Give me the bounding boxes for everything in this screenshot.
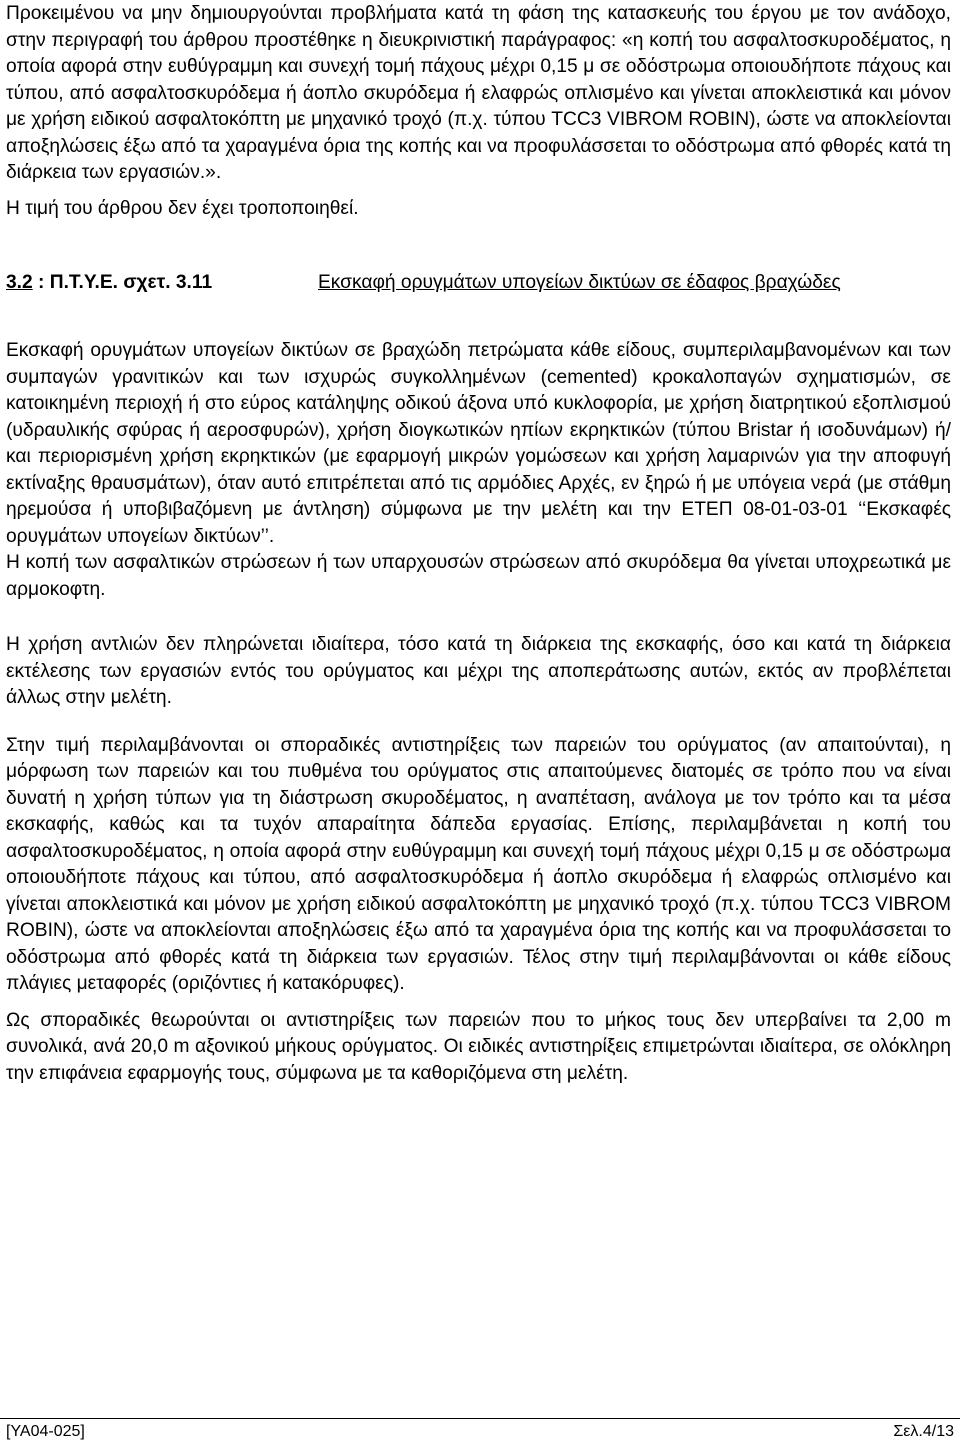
document-page xyxy=(6,0,951,1087)
intro-paragraph: Προκειμένου να μην δημιουργούνται προβλήματα κατά τη φάση της κατασκευής του έργου με τον ανάδοχο, στην περιγραφή του άρθρου προστέθηκε η διευκρινιστική παράγραφος: «η κοπή του ασφαλτοσκυροδέματος, η οποία αφορά στην ευθύγραμμη και συνεχή τομή πάχους μέχρι 0,15 μ σε οδόστρωμα οποιουδήποτε πάχους και τύπου, από ασφαλτοσκυρόδεμα ή άοπλο σκυρόδεμα ή ελαφρώς οπλισμένο και γίνεται αποκλειστικά και μόνον με χρήση ειδικού ασφαλτοκόπτη με μηχανικό τροχό (π.χ. τύπου TCC3 VIBROM ROBIN), ώστε να αποκλείονται αποξηλώσεις έξω από τα χαραγμένα όρια της κοπής και να προφυλάσσεται το οδόστρωμα από φθορές κατά τη διάρκεια των εργασιών.». xyxy=(6,3,951,183)
section-number xyxy=(6,270,212,297)
section-number-main: 3.2 xyxy=(6,272,33,293)
section-heading xyxy=(6,270,951,328)
supports-paragraph: Ως σποραδικές θεωρούνται οι αντιστηρίξεις των παρειών που το μήκος τους δεν υπερβαίνει τα 2,00 m συνολικά, ανά 20,0 m αξονικού μήκους ορύγματος. Οι ειδικές αντιστηρίξεις επιμετρώνται ιδιαίτερα, σε ολόκληρη την επιφάνεια εφαρμογής τους, σύμφωνα με τα καθοριζόμενα στη μελέτη. xyxy=(6,1009,951,1084)
page-number: Σελ.4/13 xyxy=(893,1423,954,1440)
document-code: [ΥΑ04-025] xyxy=(6,1423,85,1440)
section-number-rest: : Π.Τ.Υ.Ε. σχετ. 3.11 xyxy=(32,272,213,293)
excavation-paragraph: Εκσκαφή ορυγμάτων υπογείων δικτύων σε βραχώδη πετρώματα κάθε είδους, συμπεριλαμβανομένων και των συμπαγών γρανιτικών και των ισχυρώς συγκολλημένων (cemented) κροκαλοπαγών σχηματισμών, σε κατοικημένη περιοχή ή στο εύρος κατάληψης οδικού άξονα υπό κυκλοφορία, με χρήση διατρητικού εξοπλισμού (υδραυλικής σφύρας ή αεροσφυρών), χρήση διογκωτικών ηπίων εκρηκτικών (τύπου Bristar ή ισοδυνάμων) ή/και περιορισμένη χρήση εκρηκτικών (με εφαρμογή μικρών γομώσεων και χρήση λαμαρινών για την αποφυγή εκτίναξης θραυσμάτων), όταν αυτό επιτρέπεται από τις αρμόδιες Αρχές, εν ξηρώ ή με υπόγεια νερά (με στάθμη ηρεμούσα ή υποβιβαζόμενη με άντληση) σύμφωνα με την μελέτη και την ΕΤΕΠ 08-01-03-01 ‘‘Εκσκαφές ορυγμάτων υπογείων δικτύων’’. xyxy=(6,340,951,547)
page-footer xyxy=(0,1418,960,1448)
drainage-paragraph: Η χρήση αντλιών δεν πληρώνεται ιδιαίτερα, τόσο κατά τη διάρκεια της εκσκαφής, όσο και κατά τη διάρκεια εκτέλεσης των εργασιών εντός του ορύγματος και μέχρι της αποπεράτωσης αυτών, εκτός αν προβλέπεται άλλως στην μελέτη. xyxy=(6,634,951,708)
cutting-paragraph: Η κοπή των ασφαλτικών στρώσεων ή των υπαρχουσών στρώσεων από σκυρόδεμα θα γίνεται υποχρεωτικά με αρμοκοφτη. xyxy=(6,552,951,600)
footer-divider xyxy=(0,1418,960,1419)
included-works-paragraph: Στην τιμή περιλαμβάνονται οι σποραδικές αντιστηρίξεις των παρειών του ορύγματος (αν απαιτούνται), η μόρφωση των παρειών και του πυθμένα του ορύγματος στις απαιτούμενες διατομές σε τρόπο που να είναι δυνατή η χρήση τύπων για τη διάστρωση σκυροδέματος, η αναπέταση, ανάλογα με τον τρόπο και τα μέσα εκσκαφής, καθώς και τα τυχόν απαραίτητα δάπεδα εργασίας. Επίσης, περιλαμβάνεται η κοπή του ασφαλτοσκυροδέματος, η οποία αφορά στην ευθύγραμμη και συνεχή τομή πάχους μέχρι 0,15 μ σε οδόστρωμα οποιουδήποτε πάχους και τύπου, από ασφαλτοσκυρόδεμα ή άοπλο σκυρόδεμα ή ελαφρώς οπλισμένο και γίνεται αποκλειστικά και μόνον με χρήση ειδικού ασφαλτοκόπτη με μηχανικό τροχό (π.χ. τύπου TCC3 VIBROM ROBIN), ώστε να αποκλείονται αποξηλώσεις έξω από τα χαραγμένα όρια της κοπής και να προφυλάσσεται το οδόστρωμα από φθορές κατά τη διάρκεια των εργασιών. Τέλος στην τιμή περιλαμβάνονται οι κάθε είδους πλάγιες μεταφορές (οριζόντιες ή κατακόρυφες). xyxy=(6,734,951,994)
price-note: Η τιμή του άρθρου δεν έχει τροποποιηθεί. xyxy=(6,197,359,219)
section-title: Εκσκαφή ορυγμάτων υπογείων δικτύων σε έδαφος βραχώδες xyxy=(318,272,841,293)
